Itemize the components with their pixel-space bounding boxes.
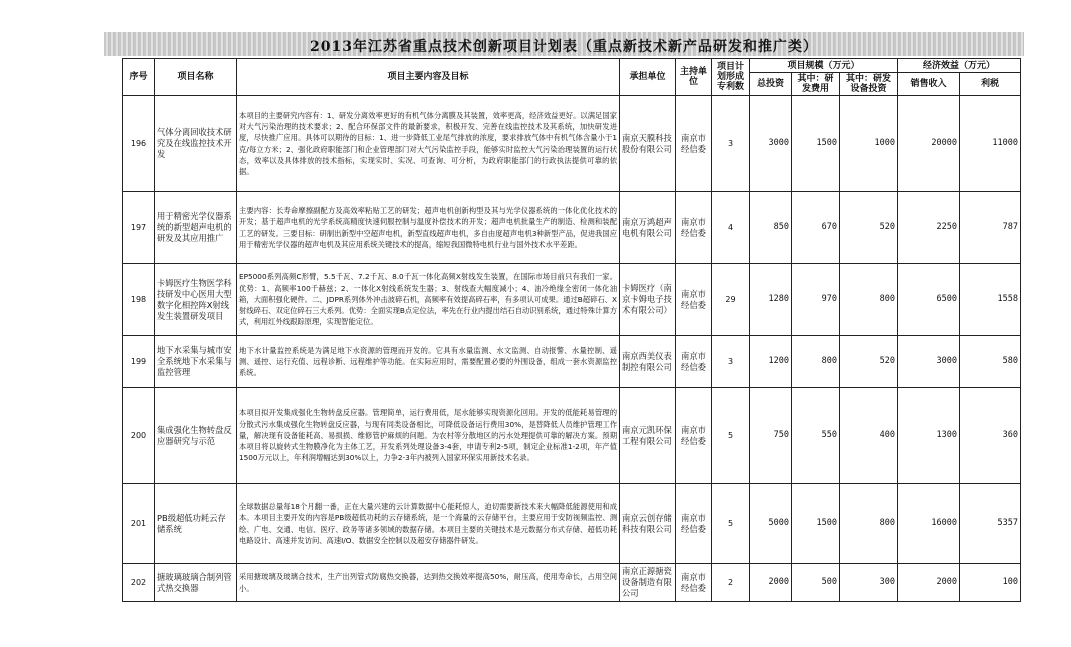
header-patents: 项目计划形成专利数 (712, 59, 750, 96)
header-name: 项目名称 (155, 59, 237, 96)
cell-content: 本项目拟开发集成强化生物转盘反应器。管理简单，运行费用低，尾水能够实现资源化回用。开发的低能耗易管理的分散式污水集成强化生物转盘反应器，与现有同类设备相比，可降低设备运行费用30%，是替降低人员维护管理工作量，解决现有设备能耗高、易损损、维修管护麻烦的问题。为农村等分散地区的污水处理提供可靠的解决方案。预期本项目将以旋转式生物膜净化为主体工艺，开发系列处理设备3-4套，申请专利2-5项，制定企业标准1-2项，年产值1500万元以上，年利润增幅达到30%以上，力争2-3年内被列入国家环保实用新技术名录。 (237, 388, 620, 484)
cell-sales: 20000 (898, 96, 960, 192)
cell-profit: 100 (960, 564, 1021, 602)
cell-content: 全球数据总量每18个月翻一番，正在大量兴建的云计算数据中心能耗惊人，迫切需要新技术来大幅降低能源使用和成本。本项目主要开发的内容是PB级超低功耗的云存储系统，是一个海量的云存储平台，主要应用于安防视频监控、测绘、广电、交通、电信、医疗、政务等诸多领域的数据存储。本项目主要的关键技术是元数据分布式存储、超低功耗电路设计、高速并发访问、高速I/O、数据安全控制以及超安存储器件研发。 (237, 484, 620, 564)
cell-dept: 南京市经信委 (676, 336, 712, 388)
cell-name: 搪玻璃玻璃合制列管式热交换器 (155, 564, 237, 602)
cell-unit: 南京万鸿超声电机有限公司 (620, 192, 676, 264)
cell-dept: 南京市经信委 (676, 96, 712, 192)
cell-seq: 196 (123, 96, 155, 192)
header-rd: 其中：研发费用 (792, 73, 840, 96)
cell-patents: 29 (712, 264, 750, 336)
cell-total: 2000 (750, 564, 792, 602)
header-total: 总投资 (750, 73, 792, 96)
cell-unit: 卡姆医疗（南京卡姆电子技术有限公司） (620, 264, 676, 336)
cell-profit: 11000 (960, 96, 1021, 192)
cell-name: 集成强化生物转盘反应器研究与示范 (155, 388, 237, 484)
cell-profit: 5357 (960, 484, 1021, 564)
cell-seq: 202 (123, 564, 155, 602)
cell-equip: 1000 (840, 96, 898, 192)
table-row (123, 264, 1021, 336)
cell-dept: 南京市经信委 (676, 264, 712, 336)
header-unit: 承担单位 (620, 59, 676, 96)
cell-name: 用于精密光学仪器系统的新型超声电机的研发及其应用推广 (155, 192, 237, 264)
table-row (123, 388, 1021, 484)
cell-total: 750 (750, 388, 792, 484)
cell-total: 5000 (750, 484, 792, 564)
table-row (123, 564, 1021, 602)
cell-seq: 199 (123, 336, 155, 388)
project-table (122, 58, 1021, 602)
cell-sales: 16000 (898, 484, 960, 564)
page-title: 2013年江苏省重点技术创新项目计划表（重点新技术新产品研发和推广类） (310, 39, 818, 55)
cell-seq: 201 (123, 484, 155, 564)
cell-total: 850 (750, 192, 792, 264)
cell-seq: 200 (123, 388, 155, 484)
cell-dept: 南京市经信委 (676, 388, 712, 484)
cell-name: 卡姆医疗生物医学科技研发中心医用大型数字化相控阵X射线发生装置研发项目 (155, 264, 237, 336)
header-scale: 项目规模（万元） (750, 59, 898, 73)
cell-total: 1200 (750, 336, 792, 388)
table-row (123, 484, 1021, 564)
cell-rd: 670 (792, 192, 840, 264)
cell-unit: 南京元凯环保工程有限公司 (620, 388, 676, 484)
cell-sales: 2250 (898, 192, 960, 264)
cell-equip: 520 (840, 192, 898, 264)
table-row (123, 96, 1021, 192)
cell-sales: 6500 (898, 264, 960, 336)
header-row-1 (123, 59, 1021, 73)
cell-equip: 300 (840, 564, 898, 602)
header-benefit: 经济效益（万元） (898, 59, 1021, 73)
cell-patents: 5 (712, 388, 750, 484)
cell-total: 1280 (750, 264, 792, 336)
cell-equip: 800 (840, 484, 898, 564)
cell-total: 3000 (750, 96, 792, 192)
cell-rd: 550 (792, 388, 840, 484)
cell-unit: 南京正源搪瓷设备制造有限公司 (620, 564, 676, 602)
header-sales: 销售收入 (898, 73, 960, 96)
cell-seq: 198 (123, 264, 155, 336)
cell-patents: 3 (712, 96, 750, 192)
cell-patents: 3 (712, 336, 750, 388)
cell-dept: 南京市经信委 (676, 564, 712, 602)
cell-profit: 360 (960, 388, 1021, 484)
cell-name: PB级超低功耗云存储系统 (155, 484, 237, 564)
cell-dept: 南京市经信委 (676, 484, 712, 564)
cell-content: 采用搪玻璃及玻璃合技术，生产出列管式防腐热交换器，达到热交换效率提高50%，耐压高，使用寿命长，占用空间小。 (237, 564, 620, 602)
cell-profit: 580 (960, 336, 1021, 388)
cell-dept: 南京市经信委 (676, 192, 712, 264)
cell-sales: 3000 (898, 336, 960, 388)
cell-rd: 500 (792, 564, 840, 602)
header-dept: 主持单位 (676, 59, 712, 96)
cell-name: 气体分离回收技术研究及在线监控技术开发 (155, 96, 237, 192)
cell-rd: 1500 (792, 484, 840, 564)
cell-equip: 400 (840, 388, 898, 484)
cell-name: 地下水采集与城市安全系统地下水采集与监控管理 (155, 336, 237, 388)
cell-rd: 800 (792, 336, 840, 388)
cell-profit: 1558 (960, 264, 1021, 336)
table-row (123, 192, 1021, 264)
header-profit: 利税 (960, 73, 1021, 96)
cell-profit: 787 (960, 192, 1021, 264)
table-row (123, 336, 1021, 388)
cell-patents: 2 (712, 564, 750, 602)
cell-patents: 5 (712, 484, 750, 564)
cell-rd: 970 (792, 264, 840, 336)
cell-content: 主要内容：长寿命摩擦副配方及高效率粘贴工艺的研发；超声电机创新构型及其与光学仪器系统的一体化优化技术的开发；基于超声电机的光学系统高精度快速伺服控制与温度补偿技术的开发；超声电机批量生产的制造、检测和装配工艺的研发。三要目标：研制出新型中空超声电机，新型直线超声电机，多自由度超声电机3种新型产品，促进我国应用于精密光学仪器的超声电机及其应用系统关键技术的提高，缩短我国微特电机行业与国外技术水平差距。 (237, 192, 620, 264)
header-seq: 序号 (123, 59, 155, 96)
cell-content: 地下水计量监控系统是为满足地下水资源的管理而开发的。它具有水量监测、水文监测、自动报警、水量控制、遥测、遥控、运行充值、远程诊断、远程维护等功能。在实际应用时，需要配置必要的外围设备，组成一套水资源监控系统。 (237, 336, 620, 388)
cell-unit: 南京西美仪表制控有限公司 (620, 336, 676, 388)
header-content: 项目主要内容及目标 (237, 59, 620, 96)
cell-content: EP5000系列高频C形臂，5.5千瓦、7.2千瓦、8.0千瓦一体化高频X射线发生装置，在国际市场目前只有我们一家。优势：1、高频率100千赫兹；2、一体化X射线系统发生器；3、射线查大幅度减小；4、油冷绝缘全密闭一体化油箱，大面积强化硬件。二、JDPR系列体外冲击波碎石机，高频率有效提高碎石率，有多项认可成果。通过B超碎石、X射线碎石、双定位碎石三大系列。优势：全面实现B点定位法，率先在行业内提出结石自动识别系统，通过特殊计算方式，利用红外线跟踪原理，实现智能定位。 (237, 264, 620, 336)
cell-content: 本项目的主要研究内容有：1、研发分离效率更好的有机气体分离膜及其装置，效率更高，经济效益更好。以满足国家对大气污染治理的技术要求；2、配合环保部文件的最新要求，积极开发、完善在线监控技术及其系统，加快研发进度，尽快推广应用。具体可以期待的目标：1、进一步降低工业尾气排放的浓度，要求排放气体中有机气体含量小于1克/每立方米；2、强化政府职能部门和企业管理部门对大气污染监控手段，能够实时监控大气污染治理装置的运行状态，效率以及具体排放的技术指标，实现实时、实况、可查询、可分析，为政府职能部门的行政执法提供可靠的依据。 (237, 96, 620, 192)
cell-rd: 1500 (792, 96, 840, 192)
cell-unit: 南京天膜科技股份有限公司 (620, 96, 676, 192)
cell-sales: 2000 (898, 564, 960, 602)
cell-equip: 520 (840, 336, 898, 388)
cell-equip: 800 (840, 264, 898, 336)
cell-sales: 1300 (898, 388, 960, 484)
cell-seq: 197 (123, 192, 155, 264)
header-equip: 其中：研发设备投资 (840, 73, 898, 96)
cell-patents: 4 (712, 192, 750, 264)
cell-unit: 南京云创存储科技有限公司 (620, 484, 676, 564)
